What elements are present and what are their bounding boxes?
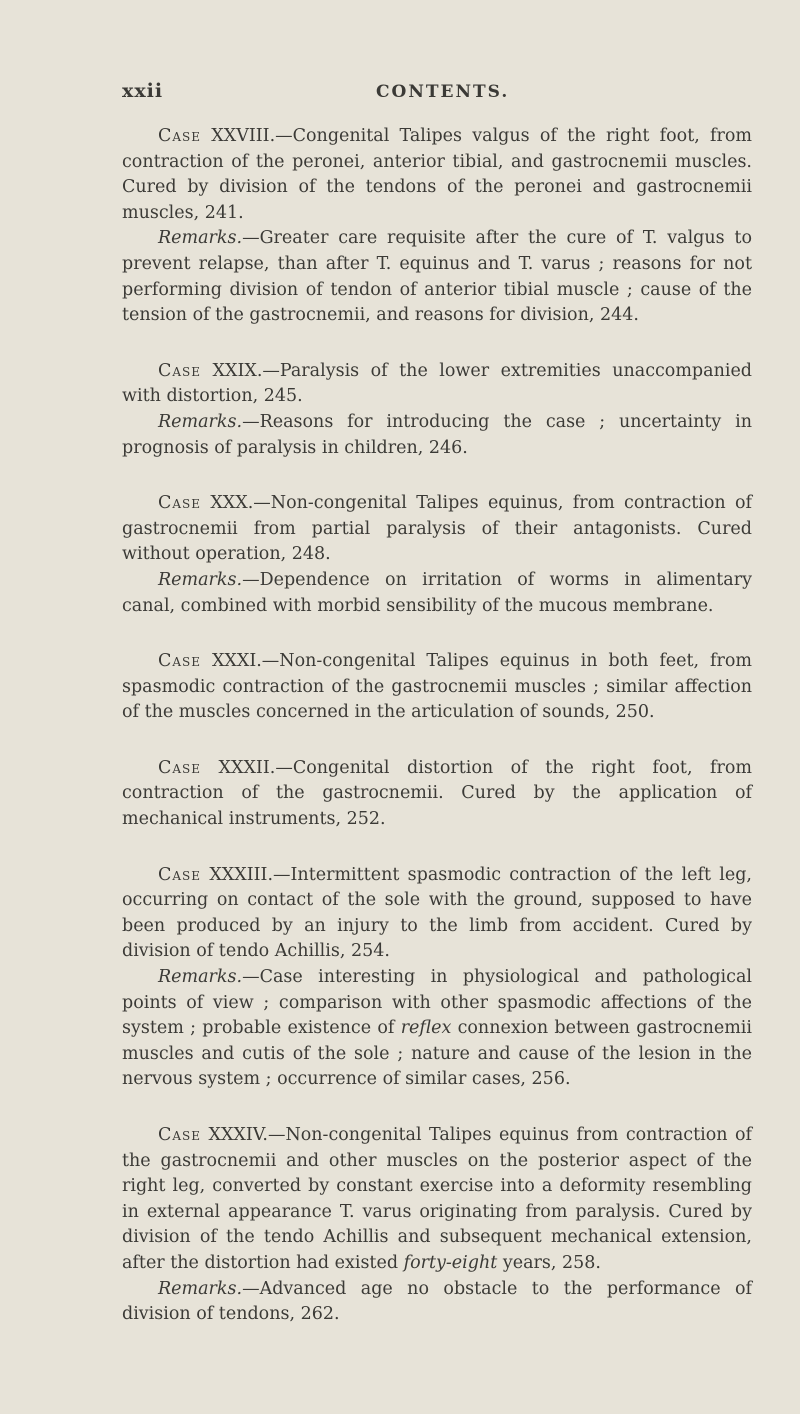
- case-label: Case: [158, 757, 202, 778]
- remarks-italic-word: reflex: [400, 1018, 452, 1039]
- case-label: Case: [158, 493, 202, 514]
- page-header: [122, 80, 740, 112]
- case-summary: [122, 359, 752, 410]
- case-summary: [122, 1123, 752, 1277]
- case-label: Case: [158, 651, 202, 672]
- case-text: XXXIII.—Intermittent spasmodic contraction of the left leg, occurring on contact of the sole with the ground, supposed to have been produced by an injury to the limb from accident. Cured by division of tendo Achillis, 254.: [122, 864, 752, 962]
- remarks-text: —Greater care requisite after the cure of T. valgus to prevent relapse, than after T. equinus and T. varus ; reasons for not performing division of tendon of anterior tibial muscle ; cause of the tension of the gastrocnemii, and reasons for division, 244.: [122, 228, 752, 326]
- remarks-label: Remarks.: [158, 1278, 243, 1299]
- remarks-text: —Reasons for introducing the case ; uncertainty in prognosis of paralysis in children, 246.: [122, 411, 752, 458]
- case-entry-28: [122, 124, 752, 329]
- contents-list: [122, 124, 752, 1358]
- case-summary: [122, 863, 752, 965]
- remarks-text-end: connexion between gastrocnemii muscles and cutis of the sole ; nature and cause of the lesion in the nervous system ; occurrence of similar cases, 256.: [122, 1018, 752, 1090]
- case-label: Case: [158, 360, 202, 381]
- case-summary: [122, 491, 752, 568]
- case-summary: [122, 124, 752, 226]
- case-entry-32: [122, 756, 752, 833]
- case-label: Case: [158, 1125, 202, 1145]
- case-label: Case: [158, 864, 202, 885]
- case-remarks: [122, 568, 752, 619]
- case-entry-34: [122, 1123, 752, 1328]
- page-number: xxii: [122, 80, 164, 102]
- case-entry-30: [122, 491, 752, 619]
- case-remarks: [122, 965, 752, 1093]
- remarks-label: Remarks.: [158, 411, 243, 432]
- case-italic-phrase: forty-eight: [403, 1252, 498, 1273]
- case-summary: [122, 649, 752, 726]
- case-text: XXXII.—Congenital distortion of the right foot, from contraction of the gastrocnemii. Cured by the application of mechanical instruments, 252.: [122, 757, 752, 830]
- case-text-start: XXXIV.—Non-congenital Talipes equinus from contraction of the gastrocnemii and other muscles on the posterior aspect of the right leg, converted by constant exercise into a deformity resembling in external appearance T. varus originating from paralysis. Cured by division of the tendo Achillis and subsequent mechanical extension, after the distortion had existed: [122, 1125, 752, 1273]
- case-summary: [122, 756, 752, 833]
- remarks-text-start: —Case interesting in physiological and pathological points of view ; comparison with other spasmodic affections of the system ; probable existence of: [122, 967, 752, 1039]
- case-text: XXXI.—Non-congenital Talipes equinus in both feet, from spasmodic contraction of the gastrocnemii muscles ; similar affection of the muscles concerned in the articulation of sounds, 250.: [122, 651, 752, 723]
- case-remarks: [122, 1277, 752, 1328]
- case-text: XXVIII.—Congenital Talipes valgus of the right foot, from contraction of the peronei, anterior tibial, and gastrocnemii muscles. Cured by division of the tendons of the peronei and gastrocnemii muscles, 241.: [122, 126, 752, 223]
- remarks-text: —Dependence on irritation of worms in alimentary canal, combined with morbid sensibility of the mucous membrane.: [122, 569, 752, 616]
- running-title: CONTENTS.: [376, 82, 510, 102]
- remarks-text: —Advanced age no obstacle to the performance of division of tendons, 262.: [122, 1278, 752, 1325]
- case-text-end: years, 258.: [497, 1252, 601, 1273]
- remarks-label: Remarks.: [158, 228, 243, 249]
- remarks-label: Remarks.: [158, 967, 243, 988]
- case-text: XXX.—Non-congenital Talipes equinus, from contraction of gastrocnemii from partial paralysis of their antagonists. Cured without operation, 248.: [122, 493, 752, 565]
- case-entry-33: [122, 863, 752, 1093]
- case-remarks: [122, 410, 752, 461]
- case-entry-31: [122, 649, 752, 726]
- case-entry-29: [122, 359, 752, 461]
- case-label: Case: [158, 126, 202, 146]
- case-remarks: [122, 226, 752, 328]
- case-text: XXIX.—Paralysis of the lower extremities unaccompanied with distortion, 245.: [122, 360, 752, 407]
- remarks-label: Remarks.: [158, 569, 243, 590]
